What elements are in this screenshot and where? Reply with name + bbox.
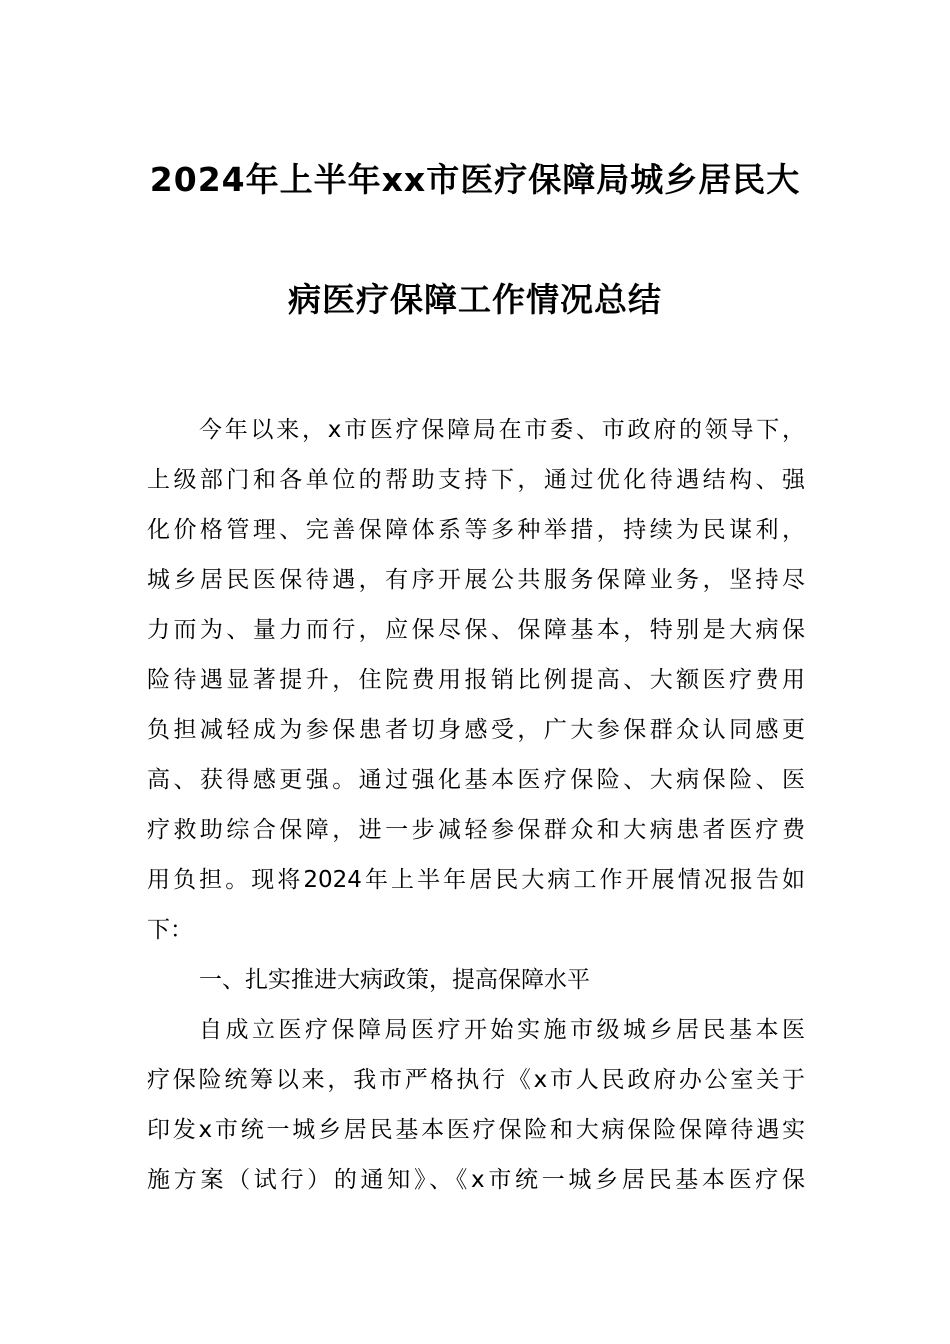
- paragraph-1-line-2: 上级部门和各单位的帮助支持下，通过优化待遇结构、强: [147, 467, 805, 493]
- section-heading-1: 一、扎实推进大病政策，提高保障水平: [199, 967, 590, 993]
- paragraph-2-line-3: 印发x市统一城乡居民基本医疗保险和大病保险保障待遇实: [147, 1117, 805, 1143]
- paragraph-1-line-3: 化价格管理、完善保障体系等多种举措，持续为民谋利，: [147, 517, 805, 543]
- paragraph-1-line-9: 疗救助综合保障，进一步减轻参保群众和大病患者医疗费: [147, 817, 805, 843]
- document-title-line-1: 2024年上半年xx市医疗保障局城乡居民大: [149, 160, 801, 199]
- paragraph-2-line-4: 施方案（试行）的通知》、《x市统一城乡居民基本医疗保: [147, 1167, 805, 1193]
- paragraph-2-line-1: 自成立医疗保障局医疗开始实施市级城乡居民基本医: [199, 1017, 805, 1043]
- paragraph-1-line-5: 力而为、量力而行，应保尽保、保障基本，特别是大病保: [147, 617, 805, 643]
- paragraph-2-line-2: 疗保险统筹以来，我市严格执行《x市人民政府办公室关于: [147, 1067, 805, 1093]
- paragraph-1-line-6: 险待遇显著提升，住院费用报销比例提高、大额医疗费用: [147, 667, 805, 693]
- paragraph-1-line-8: 高、获得感更强。通过强化基本医疗保险、大病保险、医: [147, 767, 805, 793]
- paragraph-1-line-1: 今年以来，x市医疗保障局在市委、市政府的领导下，: [199, 417, 805, 443]
- document-title-line-2: 病医疗保障工作情况总结: [288, 280, 662, 319]
- paragraph-1-line-10: 用负担。现将2024年上半年居民大病工作开展情况报告如: [147, 867, 805, 893]
- paragraph-1-line-11: 下：: [147, 917, 193, 943]
- paragraph-1-line-4: 城乡居民医保待遇，有序开展公共服务保障业务，坚持尽: [147, 567, 805, 593]
- paragraph-1-line-7: 负担减轻成为参保患者切身感受，广大参保群众认同感更: [147, 717, 805, 743]
